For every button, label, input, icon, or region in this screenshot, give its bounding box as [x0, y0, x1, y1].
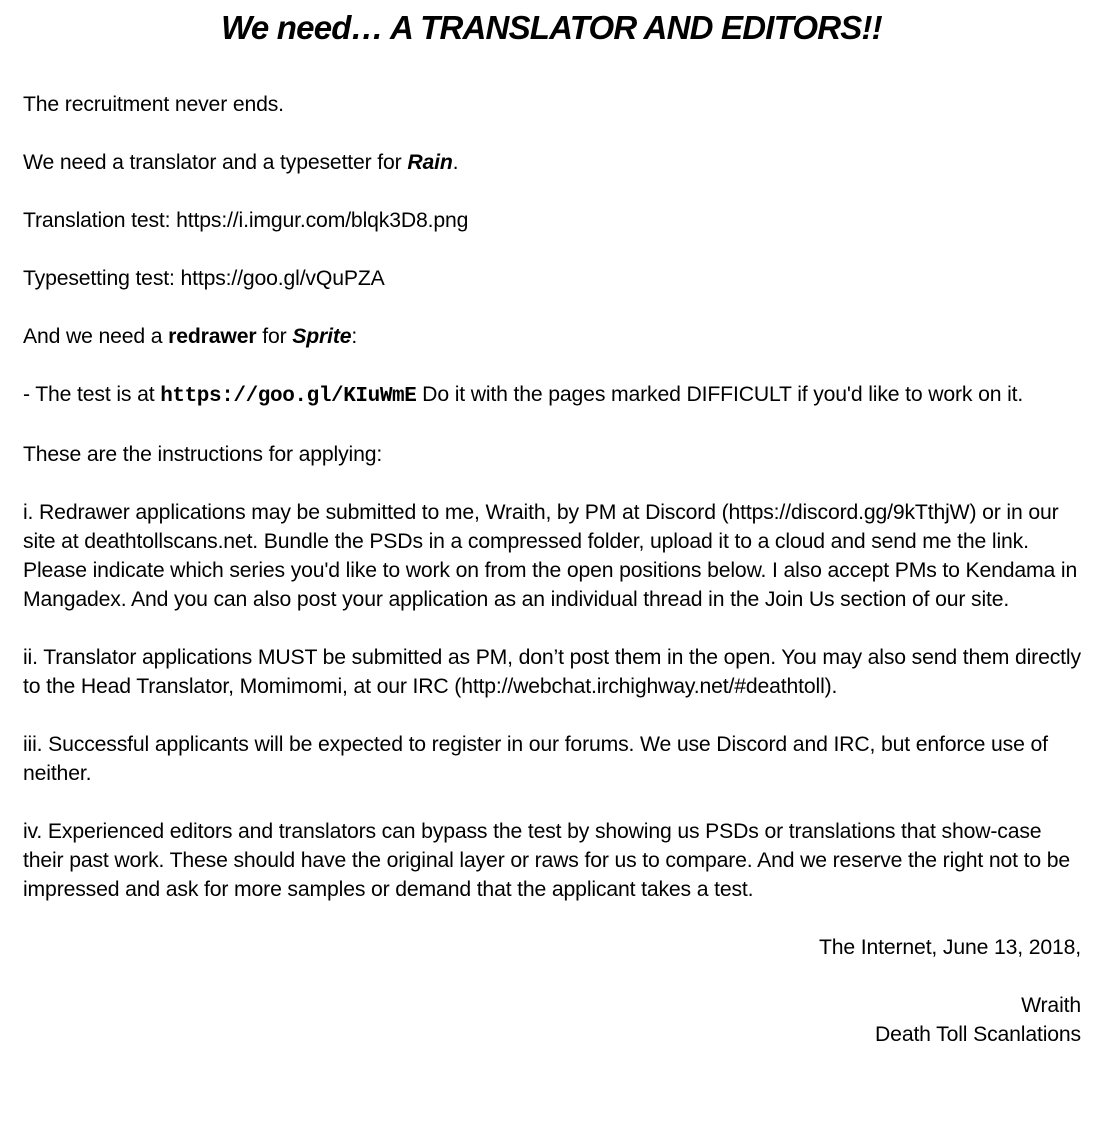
intro-paragraph: The recruitment never ends.: [23, 93, 284, 116]
redrawer-need-prefix: And we need a: [23, 325, 169, 348]
role-redrawer: redrawer: [168, 325, 257, 348]
typesetting-test-line: Typesetting test: https://goo.gl/vQuPZA: [23, 267, 385, 290]
redraw-test-suffix: Do it with the pages marked DIFFICULT if you'd like to work on it.: [416, 383, 1024, 406]
instruction-item: iii. Successful applicants will be expected to register in our forums. We use Discord and IRC, but enforce use of neither.: [23, 733, 1048, 785]
instructions-heading: These are the instructions for applying:: [23, 443, 383, 466]
translation-test-line: Translation test: https://i.imgur.com/blqk3D8.png: [23, 209, 469, 232]
redraw-test-prefix: - The test is at: [23, 383, 161, 406]
signature-group: Death Toll Scanlations: [875, 1023, 1081, 1046]
document-body: [23, 90, 1083, 1049]
redraw-test-paragraph: [23, 380, 1083, 411]
signature-block: [23, 991, 1083, 1049]
redraw-test-link: https://goo.gl/KIuWmE: [160, 385, 417, 408]
instruction-item: ii. Translator applications MUST be submitted as PM, don’t post them in the open. You may also send them directly to the Head Translator, Momimomi, at our IRC (http://webchat.irchighway.net/#deathtoll).: [23, 646, 1081, 698]
signature-name: Wraith: [1021, 994, 1081, 1017]
series-sprite: Sprite: [292, 325, 352, 348]
translator-need-prefix: We need a translator and a typesetter for: [23, 151, 408, 174]
translator-need-paragraph: [23, 148, 1083, 177]
translator-need-suffix: .: [452, 151, 459, 174]
instruction-item: iv. Experienced editors and translators can bypass the test by showing us PSDs or translations that show-case their past work. These should have the original layer or raws for us to compare. And we reserve the right not to be impressed and ask for more samples or demand that the applicant takes a test.: [23, 820, 1070, 901]
series-rain: Rain: [407, 151, 453, 174]
instruction-item: i. Redrawer applications may be submitted to me, Wraith, by PM at Discord (https://discord.gg/9kTthjW) or in our site at deathtollscans.net. Bundle the PSDs in a compressed folder, upload it to a cloud and send me the link. Please indicate which series you'd like to work on from the open positions below. I also accept PMs to Kendama in Mangadex. And you can also post your application as an individual thread in the Join Us section of our site.: [23, 501, 1078, 611]
redrawer-need-paragraph: [23, 322, 1083, 351]
redrawer-need-middle: for: [256, 325, 293, 348]
dateline: The Internet, June 13, 2018,: [818, 936, 1081, 959]
page-title: We need… A TRANSLATOR AND EDITORS!!: [221, 9, 882, 46]
redrawer-need-suffix: :: [351, 325, 358, 348]
